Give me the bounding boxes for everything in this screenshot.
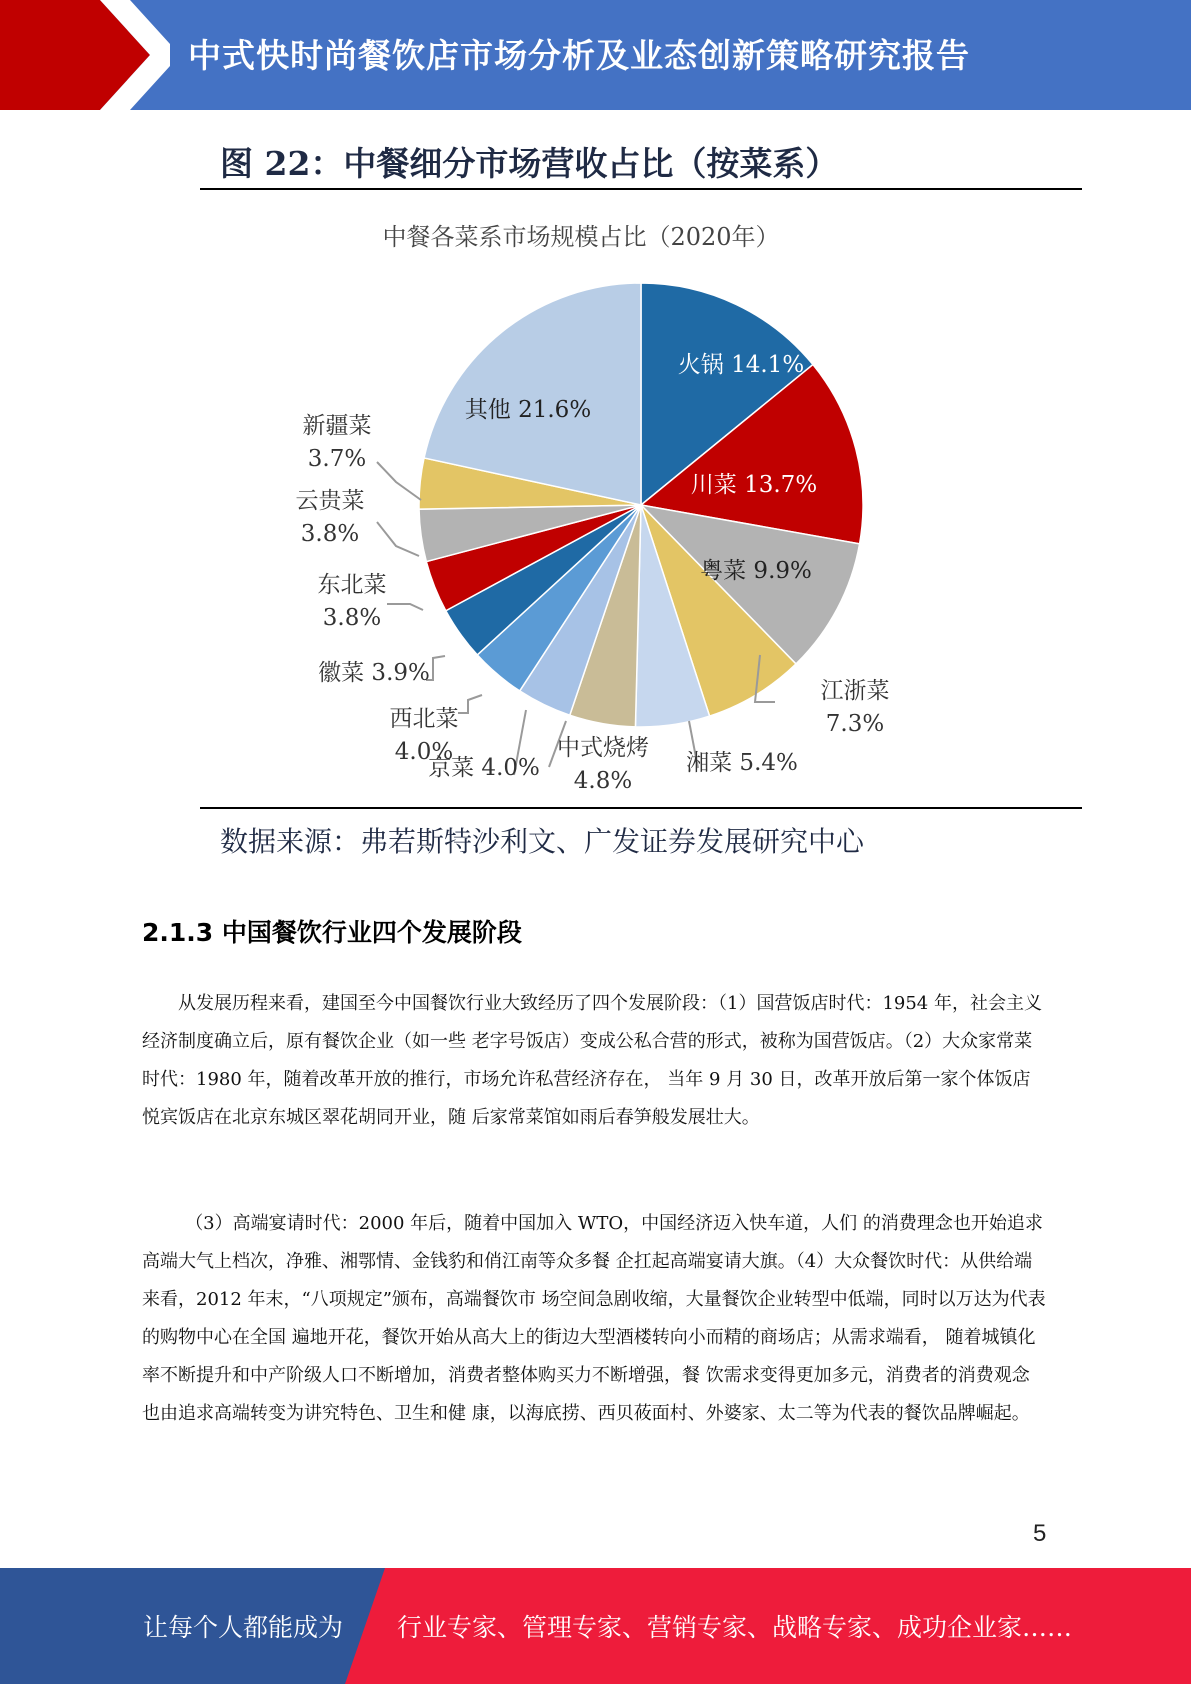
pie-label-东北菜: 东北菜 3.8% [317, 572, 387, 631]
pie-label-川菜: 川菜 13.7% [690, 472, 818, 498]
pie-label-其他: 其他 21.6% [464, 397, 592, 423]
pie-label-京菜: 京菜 4.0% [428, 755, 540, 781]
pie-label-西北菜: 西北菜 4.0% [389, 706, 459, 765]
page-footer [0, 1568, 1191, 1684]
figure-top-rule [200, 188, 1082, 190]
pie-slices [419, 283, 863, 727]
pie-label-云贵菜: 云贵菜 3.8% [295, 488, 365, 547]
leader-line-云贵菜 [377, 522, 419, 556]
footer-slogan-left: 让每个人都能成为 [143, 1613, 344, 1642]
pie-label-江浙菜: 江浙菜 7.3% [820, 678, 890, 737]
pie-label-粤菜: 粤菜 9.9% [700, 558, 812, 584]
figure-caption: 图 22：中餐细分市场营收占比（按菜系） [220, 144, 839, 183]
leader-line-西北菜 [458, 695, 482, 713]
figure-bottom-rule [200, 807, 1082, 809]
figure-source: 数据来源：弗若斯特沙利文、广发证券发展研究中心 [220, 825, 865, 858]
pie-label-新疆菜: 新疆菜 3.7% [302, 413, 372, 472]
page-number: 5 [1033, 1520, 1047, 1547]
leader-line-东北菜 [387, 604, 423, 610]
page-header [0, 0, 1191, 110]
pie-label-湘菜: 湘菜 5.4% [686, 750, 798, 776]
leader-line-新疆菜 [377, 462, 421, 500]
paragraph-2: （3）高端宴请时代：2000 年后，随着中国加入 WTO，中国经济迈入快车道，人们 的消费理念也开始追求高端大气上档次，净雅、湘鄂情、金钱豹和俏江南等众多餐 企扛起高端宴请大旗。（4）大众餐饮时代：从供给端来看，2012 年末，“八项规定”颁布，高端餐饮市 场空间急剧收缩，大量餐饮企业转型中低端，同时以万达为代表的购物中心在全国 遍地开花，餐饮开始从高大上的街边大型酒楼转向小而精的商场店；从需求端看， 随着城镇化率不断提升和中产阶级人口不断增加，消费者整体购买力不断增强，餐 饮需求变得更加多元，消费者的消费观念也由追求高端转变为讲究特色、卫生和健 康，以海底捞、西贝莜面村、外婆家、太二等为代表的餐饮品牌崛起。 [142, 1213, 1046, 1424]
pie-label-火锅: 火锅 14.1% [677, 352, 805, 378]
chart-title: 中餐各菜系市场规模占比（2020年） [382, 223, 780, 251]
footer-slogan-right: 行业专家、管理专家、营销专家、战略专家、成功企业家…… [397, 1613, 1073, 1642]
report-title: 中式快时尚餐饮店市场分析及业态创新策略研究报告 [188, 36, 970, 75]
header-red-chevron [0, 0, 170, 110]
section-heading: 2.1.3 中国餐饮行业四个发展阶段 [142, 918, 522, 947]
pie-label-中式烧烤: 中式烧烤 4.8% [557, 735, 649, 794]
paragraph-1: 从发展历程来看，建国至今中国餐饮行业大致经历了四个发展阶段：（1）国营饭店时代：1954 年，社会主义经济制度确立后，原有餐饮企业（如一些 老字号饭店）变成公私合营的形式，被称为国营饭店。（2）大众家常菜时代：1980 年，随着改革开放的推行，市场允许私营经济存在， 当年 9 月 30 日，改革开放后第一家个体饭店悦宾饭店在北京东城区翠花胡同开业，随 后家常菜馆如雨后春笋般发展壮大。 [142, 993, 1042, 1128]
pie-chart [200, 200, 1082, 805]
pie-label-徽菜: 徽菜 3.9% [318, 660, 430, 686]
